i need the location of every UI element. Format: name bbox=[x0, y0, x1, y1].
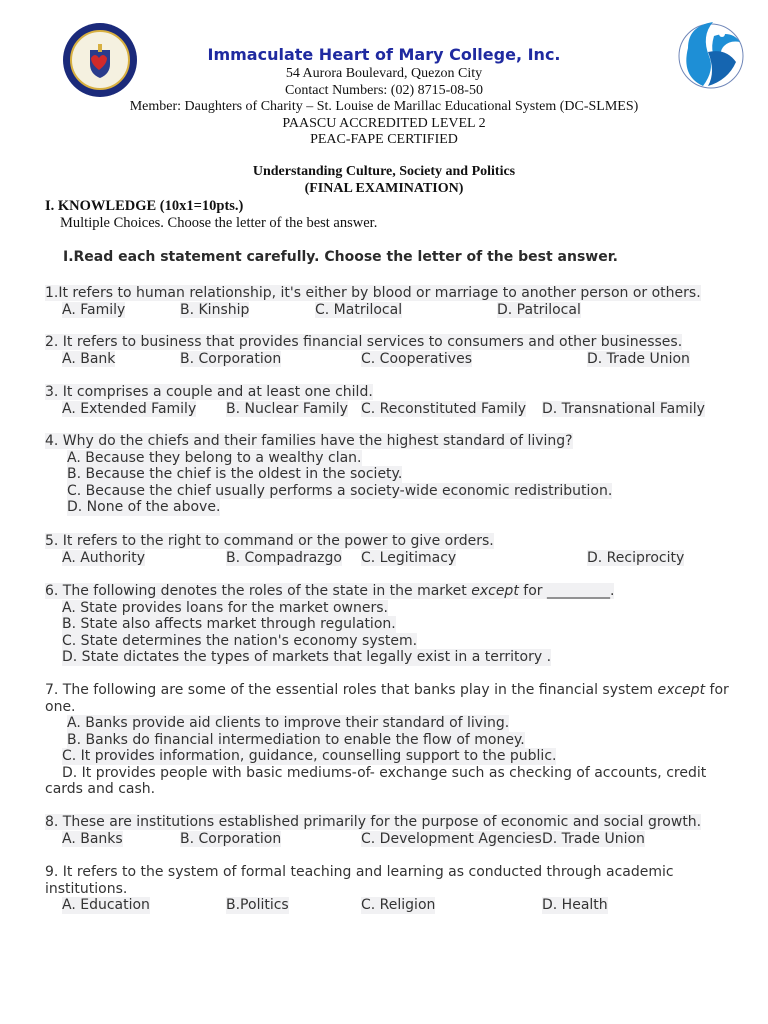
option-c: C. State determines the nation's economy system. bbox=[62, 632, 418, 649]
question-text: 4. Why do the chiefs and their families have the highest standard of living? bbox=[45, 433, 573, 449]
option-c: C. It provides information, guidance, counselling support to the public. bbox=[62, 748, 557, 764]
option-a: A. Banks provide aid clients to improve their standard of living. bbox=[67, 715, 510, 731]
question-emphasis: except bbox=[657, 682, 706, 698]
option-b: B. Banks do financial intermediation to enable the flow of money. bbox=[67, 731, 525, 748]
college-name: Immaculate Heart of Mary College, Inc. bbox=[207, 45, 561, 64]
course-title: Understanding Culture, Society and Politics bbox=[252, 164, 516, 179]
question-9 bbox=[45, 864, 735, 914]
option-a: A. State provides loans for the market owners. bbox=[62, 599, 388, 616]
question-7 bbox=[45, 682, 735, 798]
section-heading: I. KNOWLEDGE (10x1=10pts.) bbox=[45, 198, 244, 214]
option-a: A. Authority bbox=[62, 549, 146, 566]
option-d: D. Health bbox=[542, 897, 608, 913]
question-4 bbox=[45, 433, 735, 516]
question-2 bbox=[45, 334, 735, 367]
option-c: C. Cooperatives bbox=[361, 350, 472, 367]
option-a: A. Education bbox=[62, 897, 150, 913]
question-1 bbox=[45, 285, 735, 318]
accreditation: PAASCU ACCREDITED LEVEL 2 bbox=[282, 115, 486, 131]
option-a: A. Banks bbox=[62, 830, 123, 847]
section-instruction: Multiple Choices. Choose the letter of the best answer. bbox=[60, 215, 378, 231]
option-a: A. Family bbox=[62, 301, 126, 318]
college-header bbox=[0, 44, 768, 149]
question-text: 9. It refers to the system of formal teaching and learning as conducted through academic institutions. bbox=[45, 864, 674, 897]
question-3 bbox=[45, 384, 735, 417]
question-text-part: for one. bbox=[45, 682, 729, 715]
exam-title bbox=[0, 164, 768, 197]
question-text: 8. These are institutions established primarily for the purpose of economic and social growth. bbox=[45, 814, 702, 830]
question-emphasis: except bbox=[471, 583, 519, 599]
question-6 bbox=[45, 583, 735, 666]
option-b: B. Kinship bbox=[180, 301, 250, 318]
exam-type: (FINAL EXAMINATION) bbox=[304, 180, 464, 196]
question-text-part: 7. The following are some of the essential roles that banks play in the financial system bbox=[45, 682, 658, 698]
certification: PEAC-FAPE CERTIFIED bbox=[310, 132, 458, 147]
question-text-part: 6. The following denotes the roles of the state in the market bbox=[45, 583, 472, 599]
option-b: B. Corporation bbox=[180, 350, 282, 367]
option-b: B. Corporation bbox=[180, 830, 282, 847]
option-a: A. Because they belong to a wealthy clan. bbox=[67, 449, 362, 466]
option-a: A. Extended Family bbox=[62, 400, 197, 417]
address: 54 Aurora Boulevard, Quezon City bbox=[285, 66, 483, 81]
option-c: C. Religion bbox=[361, 897, 436, 913]
option-d: D. Reciprocity bbox=[587, 549, 685, 566]
option-b: B. Nuclear Family bbox=[226, 400, 348, 417]
question-text bbox=[45, 682, 735, 715]
contact-numbers: Contact Numbers: (02) 8715-08-50 bbox=[285, 82, 483, 98]
option-c: C. Because the chief usually performs a society-wide economic redistribution. bbox=[67, 482, 613, 499]
option-b: B. Compadrazgo bbox=[226, 549, 342, 566]
option-d: D. Patrilocal bbox=[497, 301, 581, 318]
option-b: B. State also affects market through regulation. bbox=[62, 616, 396, 632]
reading-instruction: I.Read each statement carefully. Choose the letter of the best answer. bbox=[63, 249, 618, 265]
membership: Member: Daughters of Charity – St. Louise de Marillac Educational System (DC-SLMES) bbox=[129, 99, 639, 114]
option-a: A. Bank bbox=[62, 350, 116, 367]
question-text: 5. It refers to the right to command or the power to give orders. bbox=[45, 533, 494, 549]
option-d: D. Transnational Family bbox=[542, 400, 705, 417]
option-c: C. Matrilocal bbox=[315, 301, 403, 318]
question-5 bbox=[45, 533, 735, 566]
question-text: 2. It refers to business that provides financial services to consumers and other businesses. bbox=[45, 334, 683, 350]
option-b: B. Because the chief is the oldest in the society. bbox=[67, 466, 403, 482]
question-text bbox=[45, 583, 614, 599]
question-text-part: for _________. bbox=[518, 583, 615, 599]
option-c: C. Legitimacy bbox=[361, 549, 457, 566]
option-c: C. Reconstituted Family bbox=[361, 400, 527, 417]
option-d: D. None of the above. bbox=[67, 499, 221, 515]
option-c: C. Development Agencies bbox=[361, 830, 542, 847]
option-d: D. It provides people with basic mediums-of- exchange such as checking of accounts, credit cards and cash. bbox=[45, 764, 707, 797]
option-d: D. State dictates the types of markets that legally exist in a territory . bbox=[62, 649, 552, 665]
question-text: 3. It comprises a couple and at least one child. bbox=[45, 384, 373, 400]
option-b: B.Politics bbox=[226, 897, 289, 913]
question-text: 1.It refers to human relationship, it's either by blood or marriage to another person or others. bbox=[45, 285, 701, 301]
option-d: D. Trade Union bbox=[542, 830, 645, 847]
option-d: D. Trade Union bbox=[587, 350, 690, 367]
question-8 bbox=[45, 814, 735, 847]
